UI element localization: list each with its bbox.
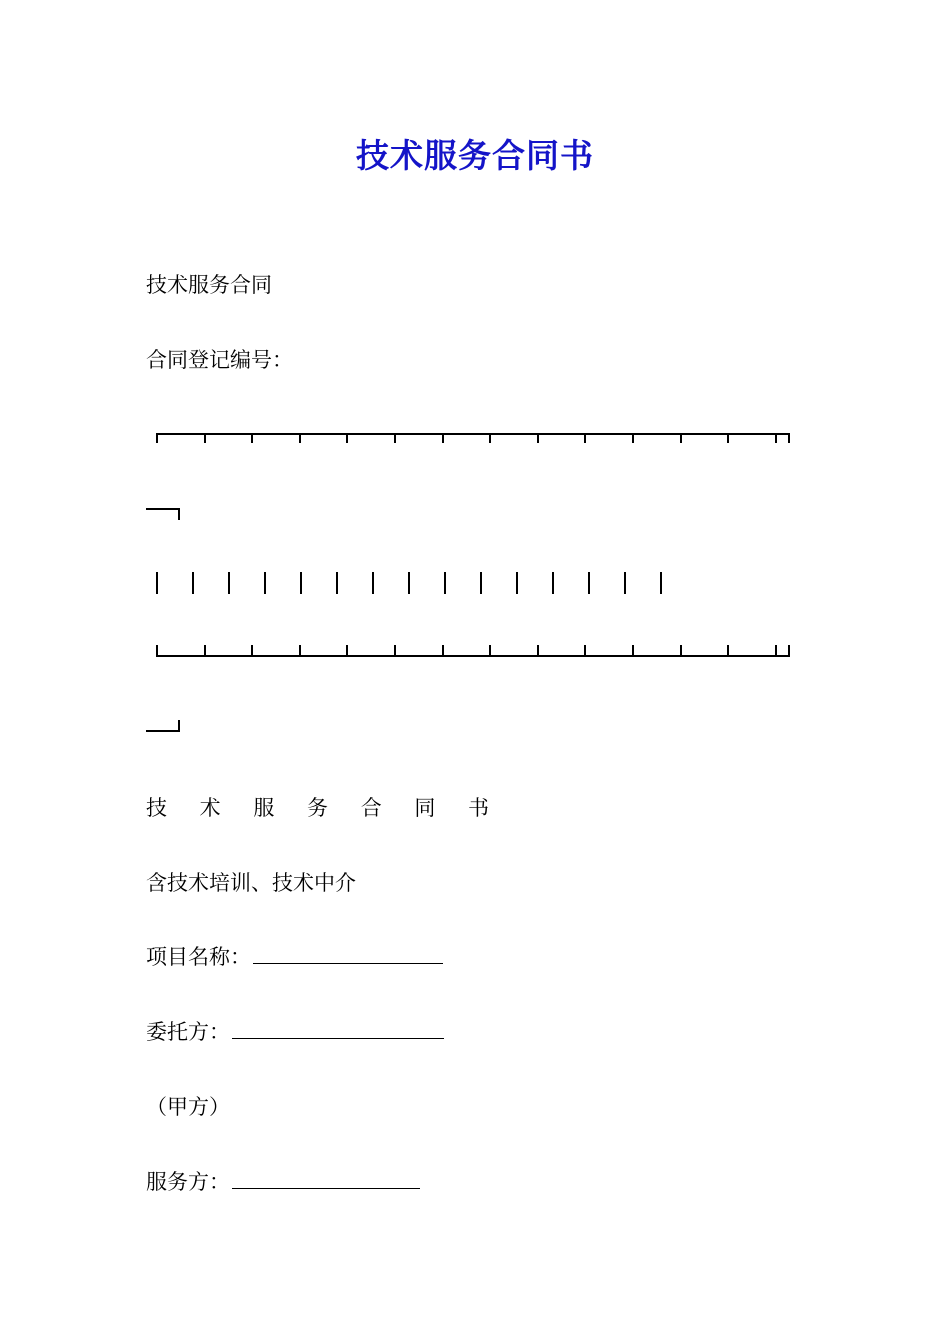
client-label: 委托方： <box>146 1020 230 1044</box>
grid-bottom-tick <box>489 645 491 657</box>
grid-top-right-tick <box>788 433 790 443</box>
grid-top-tick <box>442 433 444 443</box>
grid-top-tick <box>727 433 729 443</box>
grid-top-tick <box>584 433 586 443</box>
provider-row <box>146 1168 420 1196</box>
grid-top-tick <box>251 433 253 443</box>
grid-cell-divider <box>192 572 194 594</box>
grid-bottom-left-corner <box>156 645 158 657</box>
grid-top-tick <box>537 433 539 443</box>
grid-bottom-tick <box>632 645 634 657</box>
registration-number-label: 合同登记编号： <box>146 348 293 372</box>
contract-scope: 含技术培训、技术中介 <box>146 871 356 895</box>
grid-bottom-tick <box>251 645 253 657</box>
grid-top-tick <box>775 433 777 443</box>
grid-cell-divider <box>372 572 374 594</box>
client-blank[interactable] <box>232 1018 444 1039</box>
grid-bottom-tick <box>346 645 348 657</box>
grid-cell-divider <box>408 572 410 594</box>
client-row <box>146 1018 444 1046</box>
grid-top-tick <box>299 433 301 443</box>
project-name-blank[interactable] <box>253 943 443 964</box>
grid-top-tick <box>394 433 396 443</box>
grid-top-continuation-corner <box>178 508 180 520</box>
grid-cell-divider <box>624 572 626 594</box>
provider-blank[interactable] <box>232 1168 420 1189</box>
grid-cell-divider <box>264 572 266 594</box>
grid-bottom-tick <box>727 645 729 657</box>
grid-top-tick <box>489 433 491 443</box>
grid-top-left-corner <box>156 433 158 443</box>
grid-top-tick <box>632 433 634 443</box>
grid-bottom-tick <box>442 645 444 657</box>
project-name-row <box>146 943 443 971</box>
grid-cell-divider <box>552 572 554 594</box>
grid-cell-divider <box>156 572 158 594</box>
grid-cell-divider <box>336 572 338 594</box>
grid-top-tick <box>204 433 206 443</box>
grid-bottom-tick <box>775 645 777 657</box>
party-a-label: （甲方） <box>146 1095 230 1119</box>
grid-top-tick <box>346 433 348 443</box>
grid-cell-divider <box>660 572 662 594</box>
grid-bottom-tick <box>204 645 206 657</box>
grid-cell-divider <box>480 572 482 594</box>
grid-cell-divider <box>588 572 590 594</box>
grid-bottom-continuation-corner <box>178 720 180 732</box>
project-name-label: 项目名称： <box>146 945 251 969</box>
contract-heading: 技 术 服 务 合 同 书 <box>146 796 503 820</box>
provider-label: 服务方： <box>146 1170 230 1194</box>
grid-bottom-continuation <box>146 730 180 732</box>
grid-bottom-tick <box>537 645 539 657</box>
grid-bottom-tick <box>299 645 301 657</box>
grid-top-tick <box>680 433 682 443</box>
contract-subtitle: 技术服务合同 <box>146 273 272 297</box>
grid-cell-divider <box>444 572 446 594</box>
grid-bottom-right-tick <box>788 645 790 657</box>
grid-bottom-tick <box>394 645 396 657</box>
document-title: 技术服务合同书 <box>356 136 594 175</box>
grid-cell-divider <box>300 572 302 594</box>
grid-bottom-tick <box>584 645 586 657</box>
grid-top-continuation <box>146 508 180 510</box>
grid-bottom-tick <box>680 645 682 657</box>
grid-cell-divider <box>516 572 518 594</box>
grid-cell-divider <box>228 572 230 594</box>
